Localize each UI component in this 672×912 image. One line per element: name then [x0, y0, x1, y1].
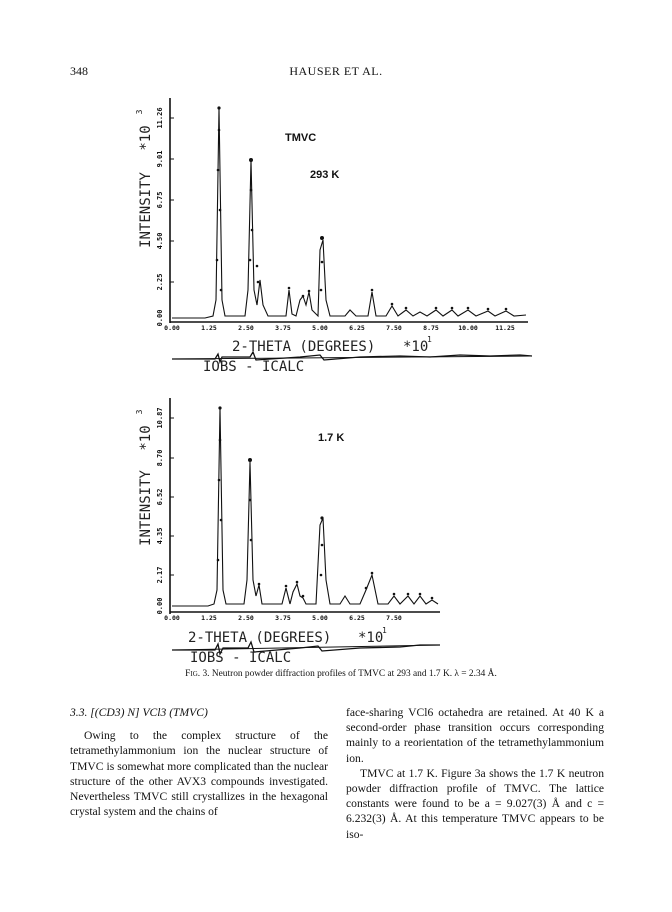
y-tick-label: 9.01 [156, 150, 164, 168]
x-tick-label: 6.25 [349, 324, 365, 332]
x-tick-label: 0.00 [164, 324, 180, 332]
y-tick-label: 4.50 [156, 232, 164, 250]
left-column [70, 705, 328, 819]
caption-label: Fig. 3. [185, 669, 210, 679]
x-tick-label: 1.25 [201, 324, 217, 332]
temperature-label: 1.7 K [318, 432, 345, 444]
y-tick-label: 6.75 [156, 191, 164, 209]
y-axis-title: INTENSITY [138, 172, 154, 248]
observed-points [216, 106, 508, 310]
x-tick-labels [164, 324, 515, 332]
panel-293k [135, 98, 532, 375]
x-axis-multiplier: *10 [403, 339, 429, 355]
figure-caption [70, 669, 612, 679]
section-heading: 3.3. [(CD3) N] VCl3 (TMVC) [70, 706, 208, 719]
x-tick-label: 6.25 [349, 614, 365, 622]
y-tick-label: 2.25 [156, 273, 164, 291]
calculated-profile [172, 108, 526, 318]
x-tick-label: 11.25 [495, 324, 515, 332]
body-paragraph: TMVC at 1.7 K. Figure 3a shows the 1.7 K neutron powder diffraction profile of TMVC. The lattice constants were found to be a = 9.027(3) Å and c = 6.232(3) Å. At this temperature TMVC appears to be iso- [346, 766, 604, 841]
temperature-label: 293 K [310, 169, 340, 181]
difference-label: IOBS - ICALC [203, 359, 305, 375]
x-axis-exponent: 1 [427, 335, 432, 344]
y-tick-label: 10.87 [156, 407, 164, 429]
x-tick-label: 5.00 [312, 614, 328, 622]
running-head: HAUSER ET AL. [289, 64, 383, 78]
x-tick-label: 3.75 [275, 614, 291, 622]
y-tick-label: 4.35 [156, 527, 164, 545]
difference-label: IOBS - ICALC [190, 650, 292, 666]
x-tick-label: 0.00 [164, 614, 180, 622]
x-tick-label: 8.75 [423, 324, 439, 332]
y-axis-multiplier: *10 [138, 425, 154, 451]
x-tick-label: 2.50 [238, 614, 254, 622]
y-tick-label: 2.17 [156, 566, 164, 584]
y-tick-label: 8.70 [156, 449, 164, 467]
x-tick-label: 7.50 [386, 324, 402, 332]
compound-label: TMVC [285, 132, 317, 144]
y-tick-label: 0.00 [156, 309, 164, 327]
x-tick-labels [164, 614, 402, 622]
right-column [346, 705, 604, 842]
body-paragraph: face-sharing VCl6 octahedra are retained. At 40 K a second-order phase transition occurs corresponding mainly to a reorientation of the tetramethylammonium ion. [346, 706, 604, 765]
profile-293k [172, 106, 526, 318]
y-axis-title: INTENSITY [138, 470, 154, 546]
x-axis-title: 2-THETA (DEGREES) [188, 630, 332, 646]
y-axis-exponent: 3 [135, 409, 144, 415]
y-tick-label: 6.52 [156, 488, 164, 506]
x-axis-multiplier: *10 [358, 630, 384, 646]
panel-1-7k [135, 398, 440, 666]
x-axis-title: 2-THETA (DEGREES) [232, 339, 376, 355]
x-axis-exponent: 1 [382, 626, 387, 635]
x-tick-label: 2.50 [238, 324, 254, 332]
calculated-profile [172, 408, 438, 606]
y-tick-labels [156, 407, 164, 614]
profile-1-7k [172, 406, 438, 606]
x-tick-label: 7.50 [386, 614, 402, 622]
y-tick-labels [156, 107, 164, 326]
y-tick-label: 0.00 [156, 597, 164, 615]
x-tick-label: 10.00 [458, 324, 478, 332]
x-tick-label: 5.00 [312, 324, 328, 332]
page-number: 348 [70, 64, 88, 78]
y-axis-exponent: 3 [135, 109, 144, 115]
body-paragraph: Owing to the complex structure of the tetramethylammonium ion the nuclear structure of TMVC is somewhat more complicated than the nuclear structure of the other AVX3 compounds investigated. Nevertheless TMVC still crystallizes in the hexagonal crystal system and the chains of [70, 729, 328, 819]
x-tick-label: 3.75 [275, 324, 291, 332]
caption-text: Neutron powder diffraction profiles of TMVC at 293 and 1.7 K. λ = 2.34 Å. [211, 669, 497, 679]
x-tick-label: 1.25 [201, 614, 217, 622]
y-tick-label: 11.26 [156, 107, 164, 129]
y-axis-multiplier: *10 [138, 125, 154, 151]
